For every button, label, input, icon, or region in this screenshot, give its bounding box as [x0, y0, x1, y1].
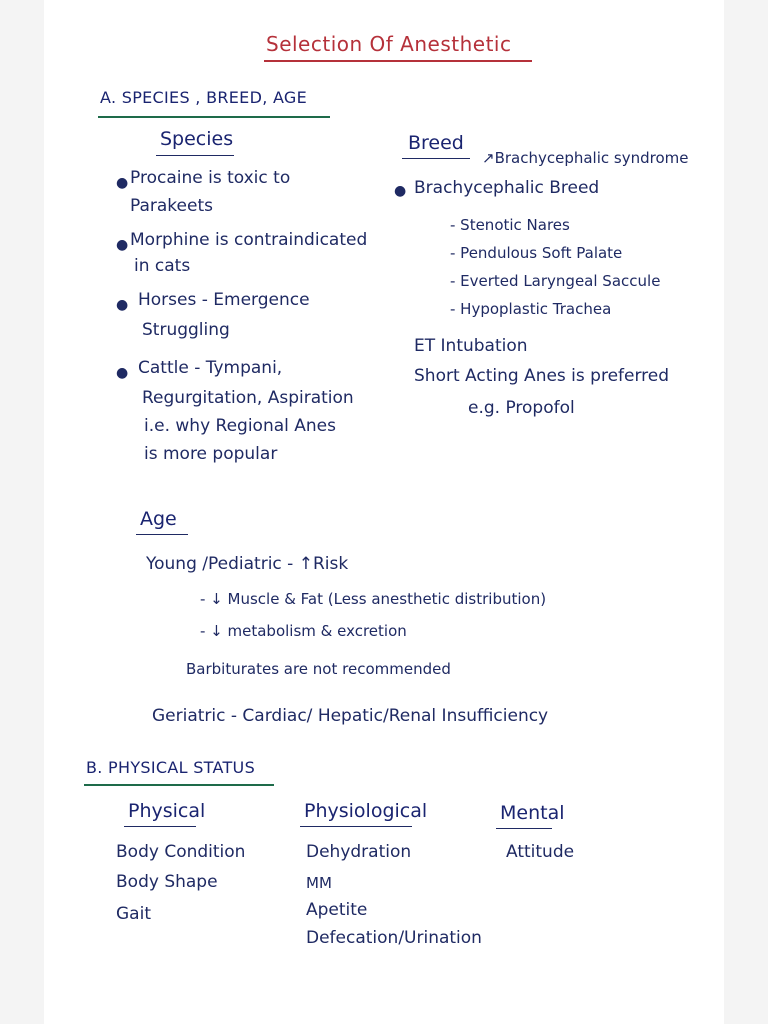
species-item-1-line2: Parakeets [130, 196, 213, 216]
age-young-item-1: - ↓ Muscle & Fat (Less anesthetic distribution) [200, 590, 547, 608]
age-geriatric: Geriatric - Cardiac/ Hepatic/Renal Insufficiency [152, 706, 549, 726]
species-item-1-line1: Procaine is toxic to [130, 168, 291, 188]
physiological-item-2: MM [306, 874, 332, 892]
bullet-dot: ● [116, 237, 129, 253]
age-young: Young /Pediatric - ↑Risk [146, 554, 349, 574]
physical-item-2: Body Shape [116, 872, 218, 892]
physical-item-1: Body Condition [116, 842, 246, 862]
physical-underline [124, 826, 196, 827]
species-item-4-line4: is more popular [144, 444, 278, 464]
physical-item-3: Gait [116, 904, 151, 924]
species-heading: Species [160, 128, 234, 150]
physiological-item-1: Dehydration [306, 842, 412, 862]
age-heading: Age [140, 508, 177, 530]
section-a-underline [98, 116, 330, 118]
breed-note-example: e.g. Propofol [468, 398, 575, 418]
bullet-dot: ● [116, 175, 129, 191]
bullet-dot: ● [394, 183, 407, 199]
species-item-4-line2: Regurgitation, Aspiration [142, 388, 354, 408]
section-b-underline [84, 784, 274, 786]
page-title: Selection Of Anesthetic [266, 32, 512, 56]
species-item-3-line2: Struggling [142, 320, 230, 340]
breed-subitem-3: - Everted Laryngeal Saccule [450, 272, 661, 290]
breed-annotation: ↗Brachycephalic syndrome [482, 149, 689, 167]
physiological-heading: Physiological [304, 800, 428, 822]
breed-subitem-2: - Pendulous Soft Palate [450, 244, 623, 262]
physiological-item-3: Apetite [306, 900, 368, 920]
breed-subitem-1: - Stenotic Nares [450, 216, 570, 234]
age-young-item-2: - ↓ metabolism & excretion [200, 622, 407, 640]
physiological-underline [300, 826, 412, 827]
species-item-2-line2: in cats [134, 256, 191, 276]
mental-heading: Mental [500, 802, 565, 824]
species-underline [156, 155, 234, 156]
species-item-2-line1: Morphine is contraindicated [130, 230, 368, 250]
section-a-heading: A. SPECIES , BREED, AGE [100, 88, 308, 107]
physiological-item-4: Defecation/Urination [306, 928, 482, 948]
breed-bullet: Brachycephalic Breed [414, 178, 600, 198]
physical-heading: Physical [128, 800, 206, 822]
species-item-3-line1: Horses - Emergence [138, 290, 310, 310]
breed-subitem-4: - Hypoplastic Trachea [450, 300, 612, 318]
section-b-heading: B. PHYSICAL STATUS [86, 758, 256, 777]
mental-underline [496, 828, 552, 829]
breed-note-short-acting: Short Acting Anes is preferred [414, 366, 670, 386]
breed-underline [402, 158, 470, 159]
title-underline [264, 60, 532, 62]
species-item-4-line3: i.e. why Regional Anes [144, 416, 336, 436]
bullet-dot: ● [116, 297, 129, 313]
breed-heading: Breed [408, 132, 464, 154]
age-barbiturates: Barbiturates are not recommended [186, 660, 451, 678]
breed-note-intubation: ET Intubation [414, 336, 528, 356]
notes-page [44, 0, 724, 1024]
species-item-4-line1: Cattle - Tympani, [138, 358, 283, 378]
bullet-dot: ● [116, 365, 129, 381]
mental-item-1: Attitude [506, 842, 575, 862]
age-underline [136, 534, 188, 535]
